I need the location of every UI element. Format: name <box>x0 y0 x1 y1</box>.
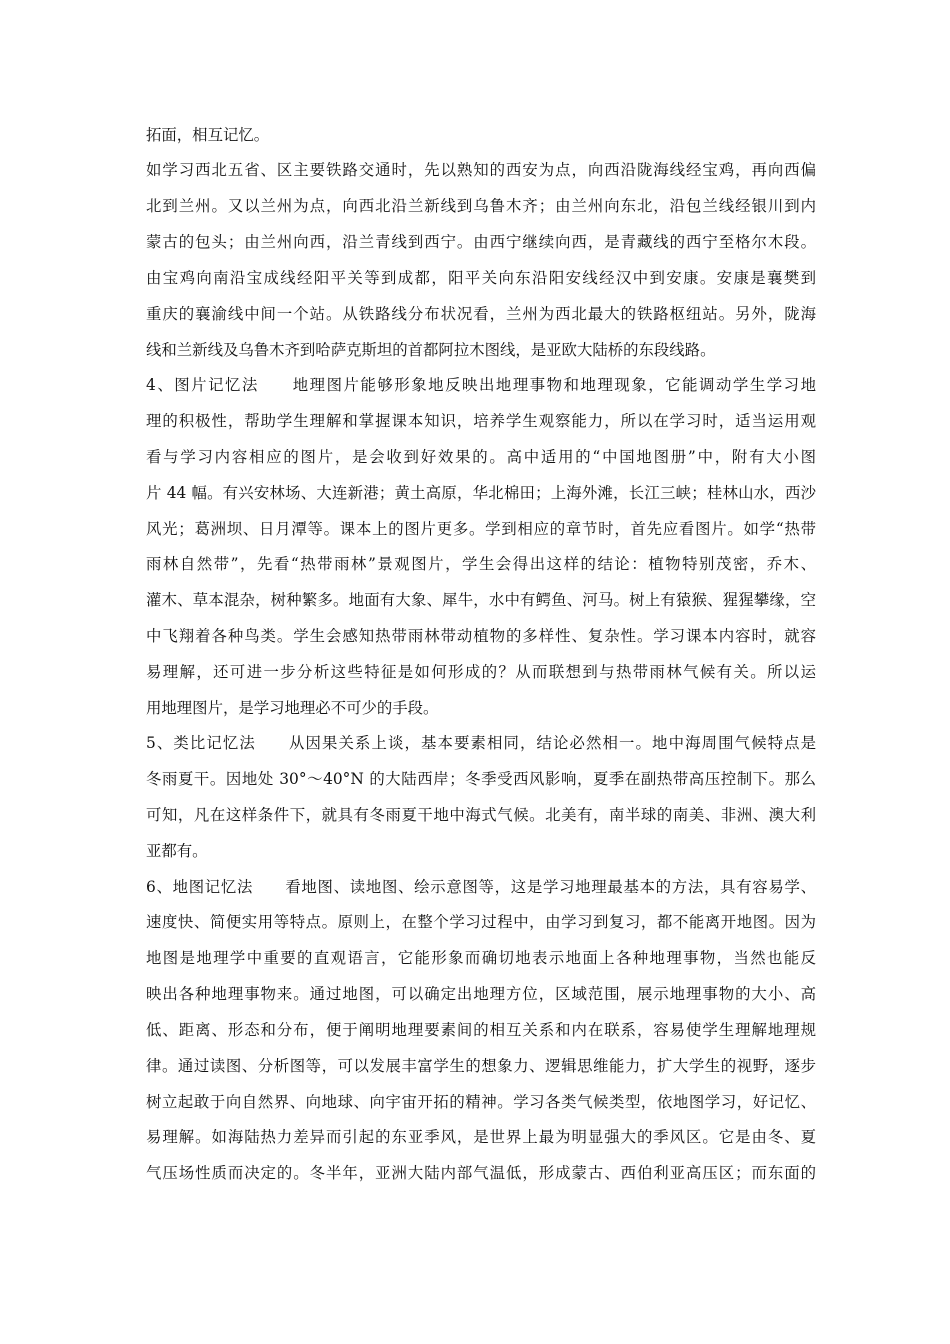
text-line: 雨林自然带”，先看“热带雨林”景观图片，学生会得出这样的结论：植物特别茂密，乔木、 <box>146 555 816 573</box>
text-line: 律。通过读图、分析图等，可以发展丰富学生的想象力、逻辑思维能力，扩大学生的视野，逐步 <box>146 1057 816 1075</box>
text-line: 北到兰州。又以兰州为点，向西北沿兰新线到乌鲁木齐；由兰州向东北，沿包兰线经银川到内 <box>146 197 816 215</box>
text-line: 蒙古的包头；由兰州向西，沿兰青线到西宁。由西宁继续向西，是青藏线的西宁至格尔木段。 <box>146 233 816 251</box>
text-line: 理的积极性，帮助学生理解和掌握课本知识，培养学生观察能力，所以在学习时，适当运用观 <box>146 412 816 430</box>
section-heading-line: 6、地图记忆法 看地图、读地图、绘示意图等，这是学习地理最基本的方法，具有容易学、 <box>146 878 816 896</box>
text-line: 用地理图片，是学习地理必不可少的手段。 <box>146 699 439 717</box>
text-line: 冬雨夏干。因地处 30°～40°N 的大陆西岸；冬季受西风影响，夏季在副热带高压控制下。那么 <box>146 770 816 788</box>
text-line: 中飞翔着各种鸟类。学生会感知热带雨林带动植物的多样性、复杂性。学习课本内容时，就容 <box>146 627 816 645</box>
text-line: 风光；葛洲坝、日月潭等。课本上的图片更多。学到相应的章节时，首先应看图片。如学“热带 <box>146 520 816 538</box>
text-line: 可知，凡在这样条件下，就具有冬雨夏干地中海式气候。北美有，南半球的南美、非洲、澳大利 <box>146 806 816 824</box>
text-line: 亚都有。 <box>146 842 208 860</box>
text-line: 看与学习内容相应的图片，是会收到好效果的。高中适用的“中国地图册”中，附有大小图 <box>146 448 816 466</box>
text-line: 片 44 幅。有兴安林场、大连新港；黄土高原，华北棉田；上海外滩，长江三峡；桂林山水，西沙 <box>146 484 816 502</box>
text-line: 树立起敢于向自然界、向地球、向宇宙开拓的精神。学习各类气候类型，依地图学习，好记忆、 <box>146 1093 816 1111</box>
text-line: 拓面，相互记忆。 <box>146 126 270 144</box>
text-line: 易理解，还可进一步分析这些特征是如何形成的？从而联想到与热带雨林气候有关。所以运 <box>146 663 816 681</box>
section-heading-line: 4、图片记忆法 地理图片能够形象地反映出地理事物和地理现象，它能调动学生学习地 <box>146 376 816 394</box>
text-line: 速度快、简便实用等特点。原则上，在整个学习过程中，由学习到复习，都不能离开地图。因为 <box>146 913 816 931</box>
text-line: 气压场性质而决定的。冬半年，亚洲大陆内部气温低，形成蒙古、西伯利亚高压区；而东面的 <box>146 1164 816 1182</box>
text-line: 地图是地理学中重要的直观语言，它能形象而确切地表示地面上各种地理事物，当然也能反 <box>146 949 816 967</box>
text-line: 低、距离、形态和分布，便于阐明地理要素间的相互关系和内在联系，容易使学生理解地理规 <box>146 1021 816 1039</box>
text-line: 映出各种地理事物来。通过地图，可以确定出地理方位，区域范围，展示地理事物的大小、高 <box>146 985 816 1003</box>
text-line: 重庆的襄渝线中间一个站。从铁路线分布状况看，兰州为西北最大的铁路枢纽站。另外，陇海 <box>146 305 816 323</box>
text-line: 易理解。如海陆热力差异而引起的东亚季风，是世界上最为明显强大的季风区。它是由冬、夏 <box>146 1128 816 1146</box>
section-heading-line: 5、类比记忆法 从因果关系上谈，基本要素相同，结论必然相一。地中海周围气候特点是 <box>146 734 816 752</box>
text-line: 灌木、草本混杂，树种繁多。地面有大象、犀牛，水中有鳄鱼、河马。树上有猿猴、猩猩攀缘，空 <box>146 591 816 609</box>
text-line: 由宝鸡向南沿宝成线经阳平关等到成都，阳平关向东沿阳安线经汉中到安康。安康是襄樊到 <box>146 269 816 287</box>
text-line: 线和兰新线及乌鲁木齐到哈萨克斯坦的首都阿拉木图线，是亚欧大陆桥的东段线路。 <box>146 341 716 359</box>
text-line: 如学习西北五省、区主要铁路交通时，先以熟知的西安为点，向西沿陇海线经宝鸡，再向西偏 <box>146 161 816 179</box>
